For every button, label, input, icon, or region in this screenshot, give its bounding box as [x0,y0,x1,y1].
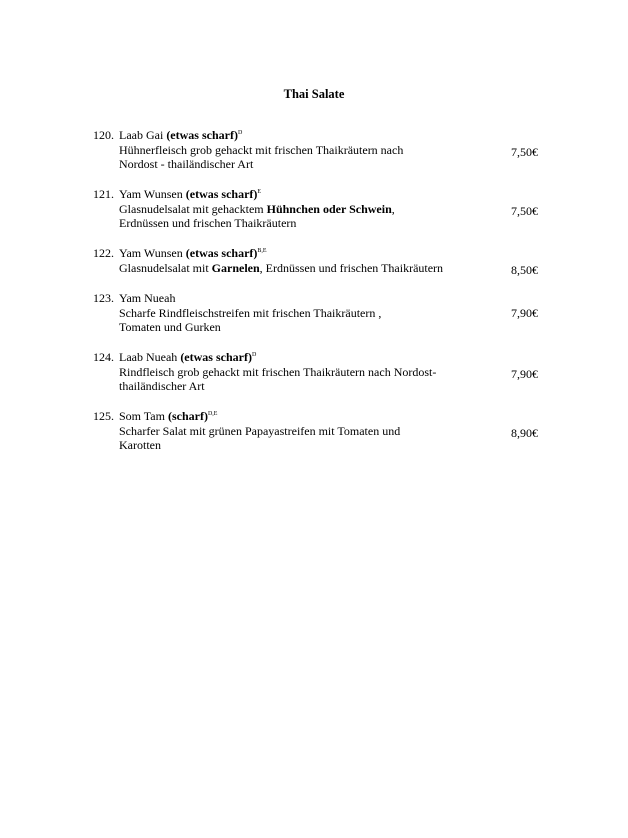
item-spice-level: (etwas scharf) [166,128,238,142]
item-name: Laab Gai [119,128,164,142]
item-number: 122. [93,246,114,260]
item-description [93,261,539,276]
item-price: 8,50€ [511,263,538,277]
item-description-text: Nordost - thailändischer Art [119,157,254,172]
item-description-text: Scharfe Rindfleischstreifen mit frischen Thaikräutern , [119,305,382,320]
item-price: 7,90€ [511,306,538,320]
item-description-text: thailändischer Art [119,379,205,394]
item-description-text: Rindfleisch grob gehackt mit frischen Thaikräutern nach Nordost- [119,364,437,379]
item-heading [93,246,553,261]
menu-item [93,128,553,172]
item-name: Yam Wunsen [119,187,183,201]
item-description-line [119,379,479,394]
item-number: 124. [93,350,114,364]
item-description-line [119,216,479,231]
item-description-line [119,157,479,172]
item-description-line [119,424,479,439]
item-allergen-codes: D,E [207,411,218,417]
item-number: 125. [93,409,114,423]
item-description [93,424,479,453]
item-price: 7,50€ [511,204,538,218]
item-spice-level: (etwas scharf) [180,350,252,364]
item-description-line [119,306,479,321]
item-description-line [119,365,479,380]
item-description [93,306,479,335]
item-name: Laab Nueah [119,350,178,364]
item-name: Som Tam [119,409,165,423]
menu-section-title: Thai Salate [283,87,345,101]
item-description-text: Tomaten und Gurken [119,320,221,335]
item-heading [93,128,553,143]
item-description-text: Hühnerfleisch grob gehackt mit frischen Thaikräutern nach [119,142,404,157]
item-description-text: Glasnudelsalat mit [119,260,212,275]
item-description-bold-text: Garnelen [211,260,260,275]
item-description-text: Karotten [119,438,161,453]
item-description [93,365,479,394]
menu-item [93,246,553,275]
item-number: 121. [93,187,114,201]
item-description-line [119,143,479,158]
item-description-bold-text: Hühnchen oder Schwein [266,201,392,216]
item-description-line [119,438,479,453]
item-description-text: Scharfer Salat mit grünen Papayastreifen mit Tomaten und [119,423,401,438]
item-description [93,202,479,231]
menu-item [93,291,553,335]
item-price: 7,50€ [511,145,538,159]
item-allergen-codes: D [237,130,243,136]
item-spice-level: (scharf) [167,409,208,423]
item-description-text: , [391,201,395,216]
item-heading [93,350,553,365]
item-description-text: , Erdnüssen und frischen Thaikräutern [259,260,444,275]
item-description-text: Glasnudelsalat mit gehacktem [119,201,267,216]
item-spice-level: (etwas scharf) [185,246,258,260]
menu-item [93,409,553,453]
item-allergen-codes: B,E [257,248,267,254]
item-description-line [119,320,479,335]
item-price: 8,90€ [511,426,538,440]
item-name: Yam Wunsen [119,246,183,260]
item-description [93,143,479,172]
menu-item [93,350,553,394]
item-spice-level: (etwas scharf) [185,187,258,201]
item-heading [93,409,553,424]
item-allergen-codes: E [257,189,262,195]
item-allergen-codes: D [251,352,257,358]
item-heading [93,187,553,202]
item-description-text: Erdnüssen und frischen Thaikräutern [119,216,297,231]
menu-item [93,187,553,231]
item-number: 120. [93,128,114,142]
item-description-line [119,202,479,217]
item-number: 123. [93,291,114,305]
item-name: Yam Nueah [119,291,176,305]
item-price: 7,90€ [511,367,538,381]
item-heading [93,291,553,306]
item-description-line [119,261,539,276]
